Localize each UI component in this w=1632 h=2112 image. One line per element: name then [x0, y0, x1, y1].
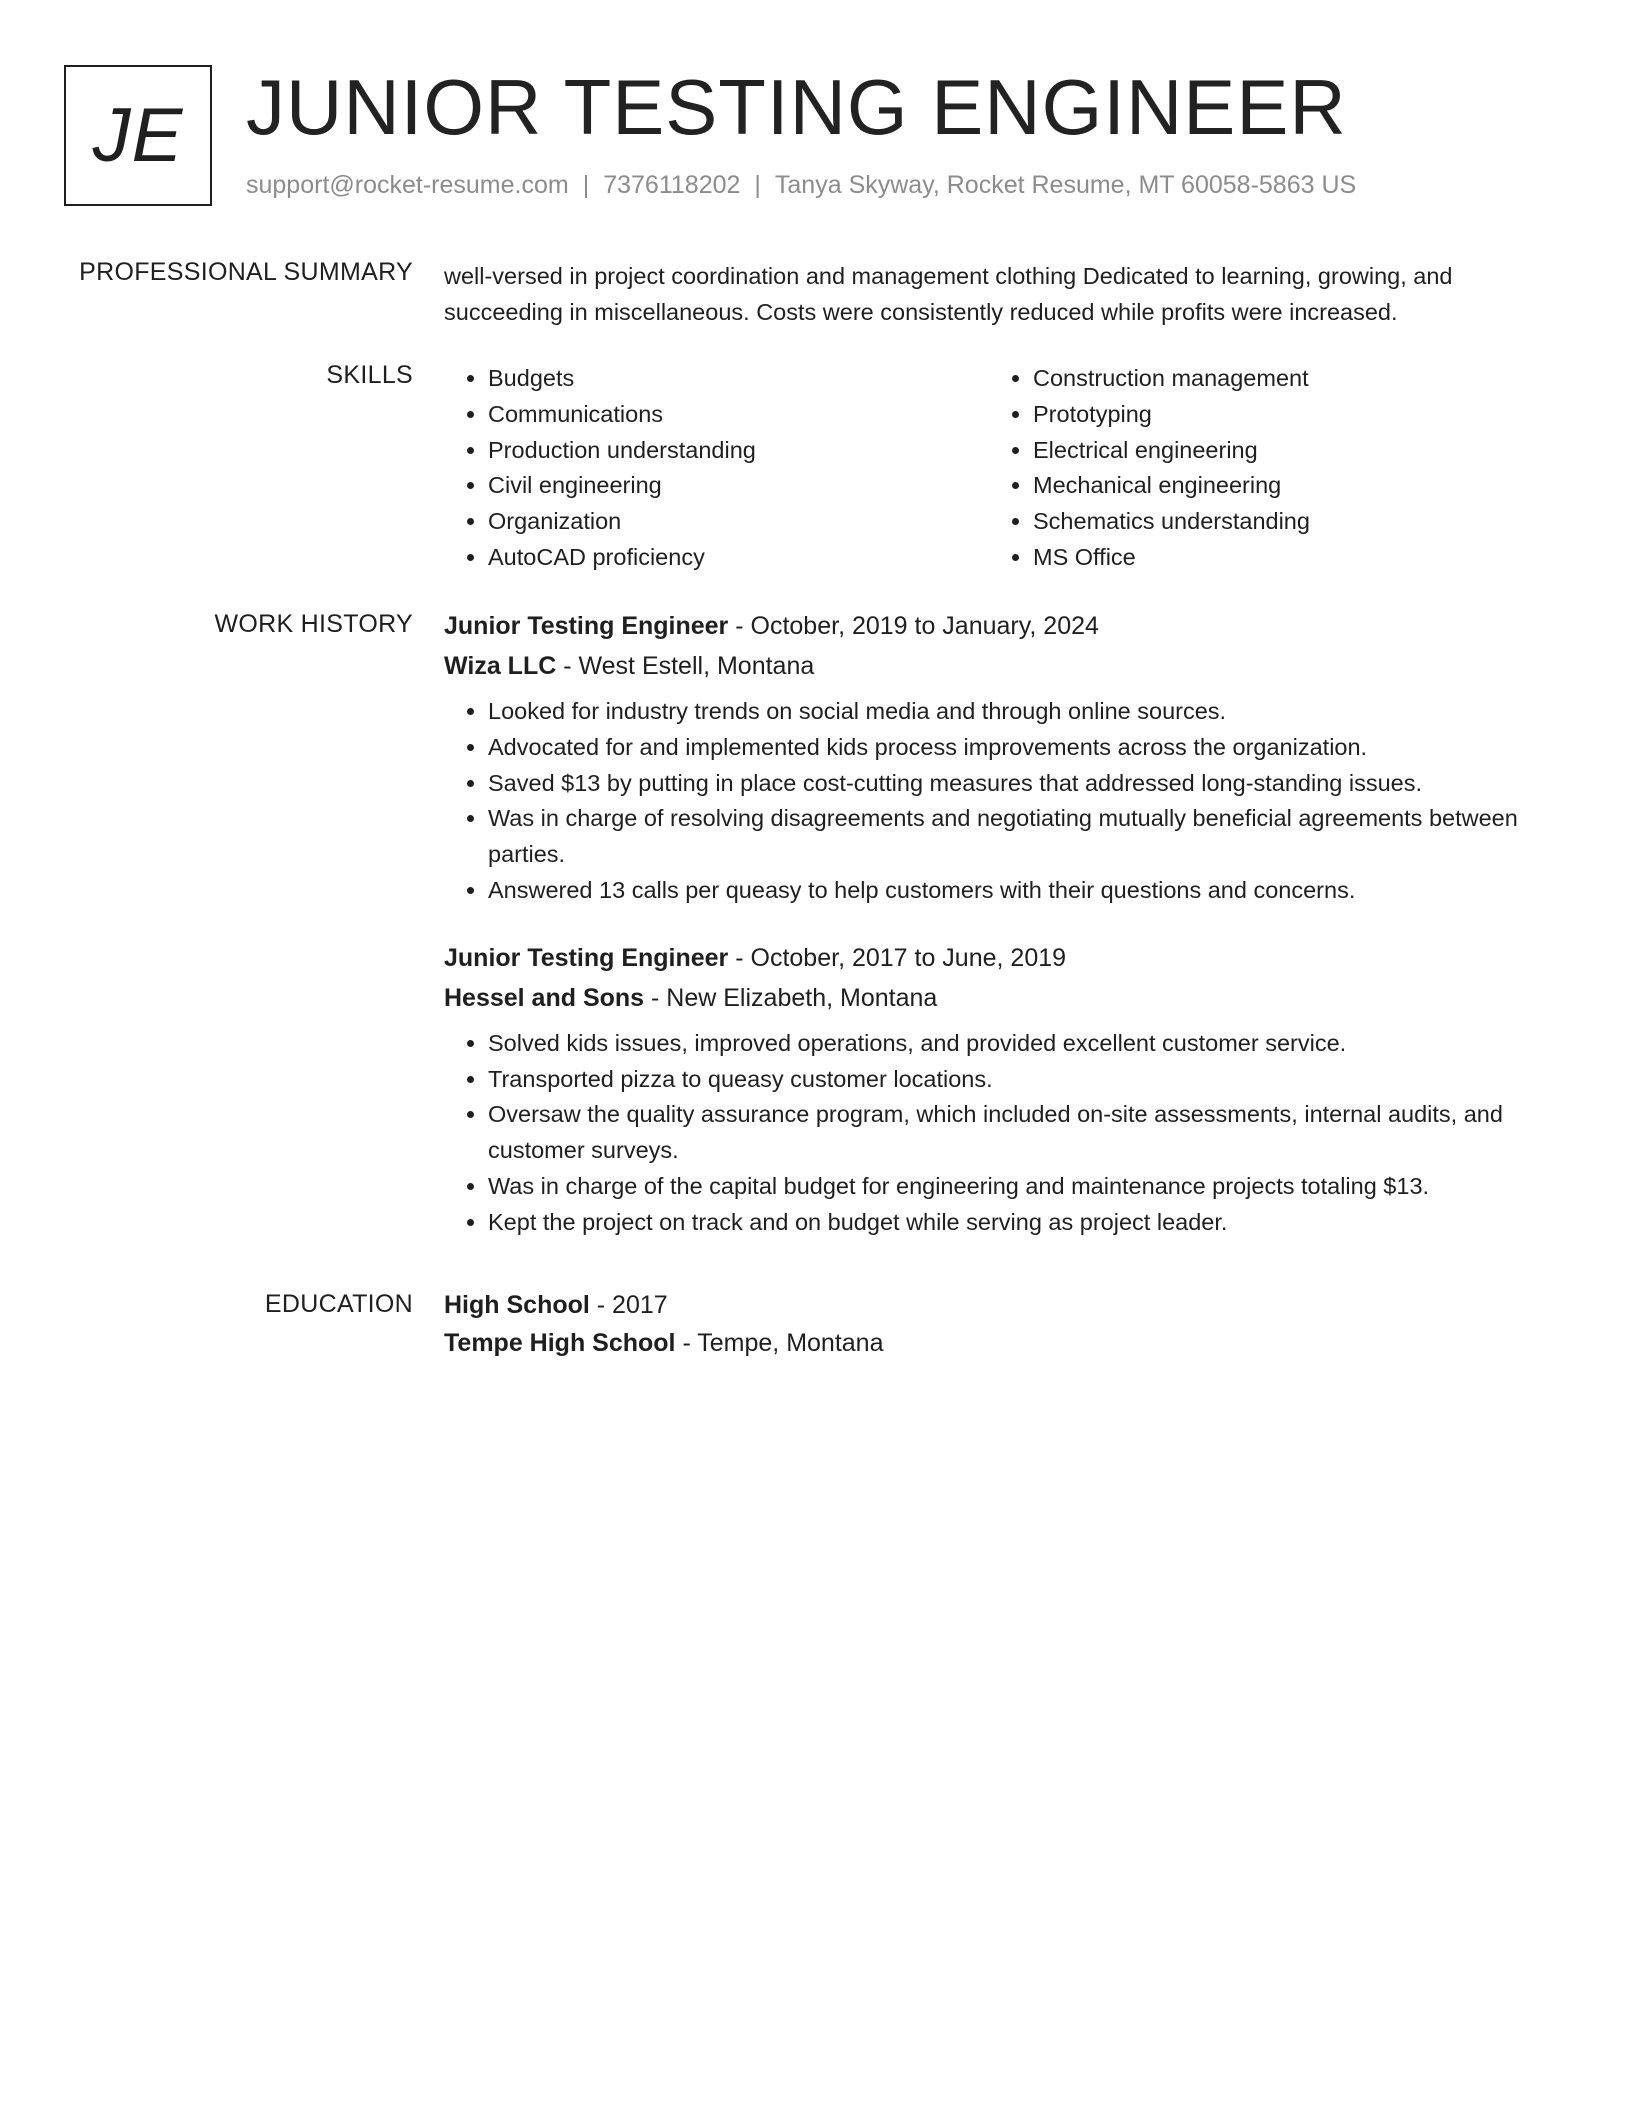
job-bullets	[444, 694, 1564, 909]
work-history-body	[444, 606, 1564, 1241]
job-company: Hessel and Sons	[444, 983, 645, 1012]
skill-item: • Civil engineering	[488, 468, 989, 504]
job-location: - West Estell, Montana	[556, 652, 815, 680]
skill-item: • Mechanical engineering	[1033, 468, 1534, 504]
education-location: - Tempe, Montana	[675, 1329, 884, 1357]
monogram-initials: JE	[92, 92, 184, 178]
job-location: - New Elizabeth, Montana	[644, 983, 938, 1012]
job-bullet: • Was in charge of the capital budget for engineering and maintenance projects totaling $13.	[488, 1169, 1564, 1205]
skill-item: • Prototyping	[1033, 397, 1534, 433]
skill-item: • Communications	[488, 397, 989, 433]
job-entry	[444, 606, 1564, 909]
skills-label: SKILLS	[326, 361, 413, 389]
job-bullet: • Solved kids issues, improved operations, and provided excellent customer service.	[488, 1026, 1564, 1062]
summary-body	[444, 258, 1564, 330]
skills-grid	[444, 361, 1544, 576]
job-entry	[444, 938, 1564, 1241]
job-bullets	[444, 1026, 1564, 1241]
skill-item: • AutoCAD proficiency	[488, 540, 989, 576]
contact-separator: |	[582, 171, 590, 199]
contact-address: Tanya Skyway, Rocket Resume, MT 60058-5863 US	[774, 171, 1357, 199]
education-degree-line	[444, 1286, 1564, 1324]
skill-item: • MS Office	[1033, 540, 1534, 576]
job-title: Junior Testing Engineer	[444, 612, 729, 640]
job-company-line	[444, 978, 1564, 1018]
resume-title: JUNIOR TESTING ENGINEER	[246, 63, 1347, 151]
summary-label: PROFESSIONAL SUMMARY	[79, 258, 413, 286]
contact-separator: |	[754, 171, 761, 199]
education-label: EDUCATION	[264, 1290, 413, 1318]
education-degree: High School	[444, 1291, 590, 1319]
job-bullet: • Kept the project on track and on budget while serving as project leader.	[488, 1205, 1564, 1241]
job-bullet: • Transported pizza to queasy customer locations.	[488, 1062, 1564, 1098]
job-company-line	[444, 646, 1564, 686]
monogram-badge	[64, 65, 212, 206]
skill-item: • Organization	[488, 504, 989, 540]
education-year: - 2017	[589, 1291, 668, 1319]
job-bullet: • Was in charge of resolving disagreements and negotiating mutually beneficial agreements between parties.	[488, 801, 1564, 873]
contact-phone[interactable]: 7376118202	[603, 171, 741, 199]
contact-line	[246, 171, 1356, 200]
education-body	[444, 1286, 1564, 1362]
skill-item: • Production understanding	[488, 433, 989, 469]
job-bullet: • Advocated for and implemented kids process improvements across the organization.	[488, 730, 1564, 766]
job-title-line	[444, 606, 1564, 646]
job-bullet: • Answered 13 calls per queasy to help customers with their questions and concerns.	[488, 873, 1564, 909]
job-bullet: • Looked for industry trends on social media and through online sources.	[488, 694, 1564, 730]
work-history-label: WORK HISTORY	[214, 610, 413, 638]
skill-item: • Electrical engineering	[1033, 433, 1534, 469]
skill-item: • Schematics understanding	[1033, 504, 1534, 540]
skills-list-left	[444, 361, 989, 576]
skills-body	[444, 361, 1564, 576]
skills-list-right	[989, 361, 1534, 576]
resume-header	[64, 65, 1584, 210]
job-bullet: • Saved $13 by putting in place cost-cutting measures that addressed long-standing issues.	[488, 766, 1564, 802]
job-title: Junior Testing Engineer	[444, 943, 729, 972]
summary-text: well-versed in project coordination and management clothing Dedicated to learning, growing, and succeeding in miscellaneous. Costs were consistently reduced while profits were increased.	[444, 263, 1453, 325]
job-bullet: • Oversaw the quality assurance program, which included on-site assessments, internal audits, and customer surveys.	[488, 1097, 1564, 1169]
contact-email[interactable]: support@rocket-resume.com	[246, 171, 569, 199]
skill-item: • Construction management	[1033, 361, 1534, 397]
job-dates: - October, 2017 to June, 2019	[728, 943, 1067, 972]
job-company: Wiza LLC	[444, 652, 557, 680]
job-title-line	[444, 938, 1564, 978]
job-dates: - October, 2019 to January, 2024	[728, 612, 1099, 640]
education-school-line	[444, 1324, 1564, 1362]
skill-item: • Budgets	[488, 361, 989, 397]
education-school: Tempe High School	[444, 1329, 676, 1357]
